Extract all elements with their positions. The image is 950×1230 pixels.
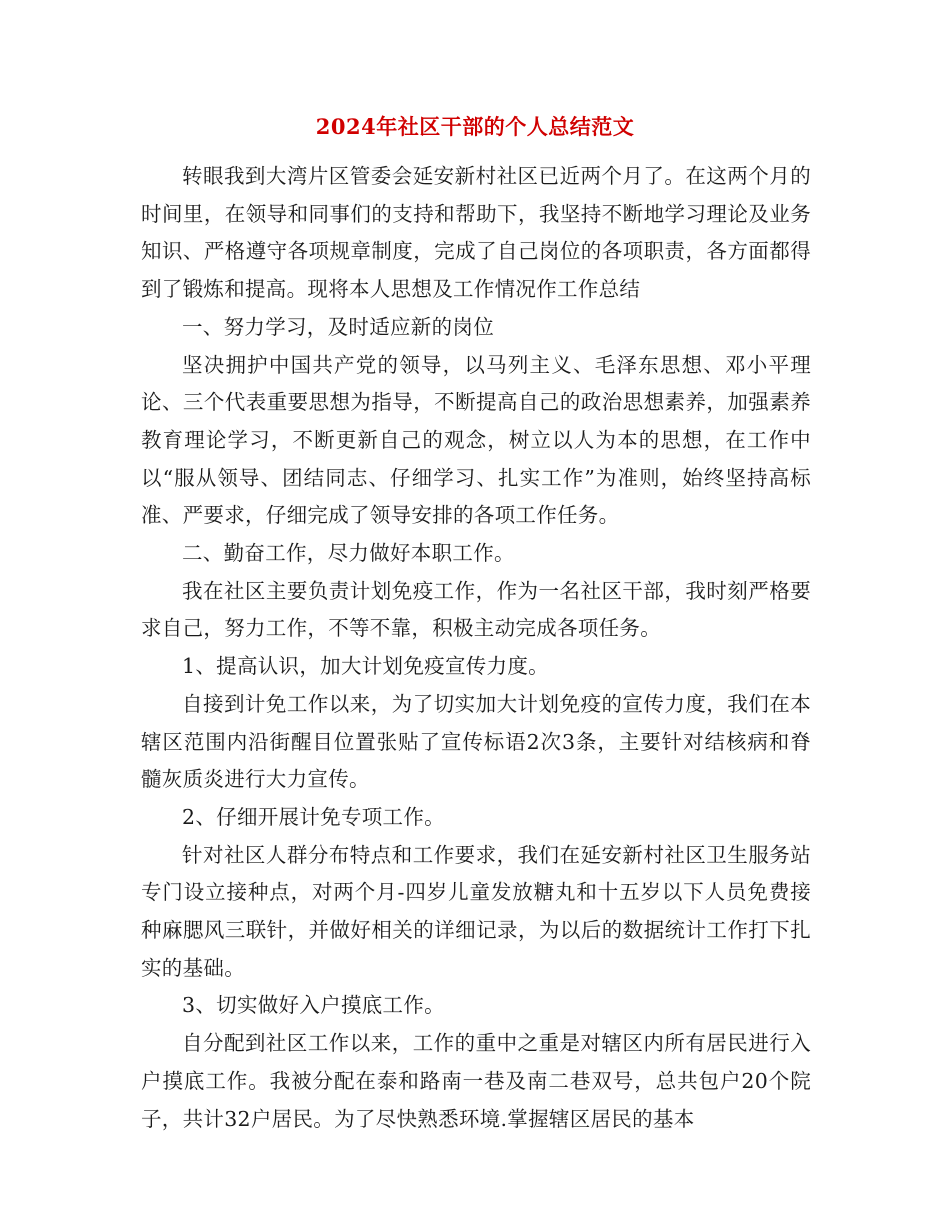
- subheading-1: 1、提高认识，加大计划免疫宣传力度。: [182, 654, 549, 679]
- paragraph-duty: 我在社区主要负责计划免疫工作，作为一名社区干部，我时刻严格要求自己，努力工作，不等不靠，积极主动完成各项任务。: [141, 578, 811, 641]
- paragraph-publicity: 自接到计免工作以来，为了切实加大计划免疫的宣传力度，我们在本辖区范围内沿街醒目位置张贴了宣传标语2次3条，主要针对结核病和脊髓灰质炎进行大力宣传。: [141, 691, 811, 792]
- document-title: 2024年社区干部的个人总结范文: [315, 114, 635, 139]
- section-heading-2: 二、勤奋工作，尽力做好本职工作。: [182, 541, 515, 566]
- paragraph-household-survey: 自分配到社区工作以来，工作的重中之重是对辖区内所有居民进行入户摸底工作。我被分配在泰和路南一巷及南二巷双号，总共包户20个院子，共计32户居民。为了尽快熟悉环境.掌握辖区居民的基本: [141, 1031, 811, 1131]
- paragraph-study: 坚决拥护中国共产党的领导，以马列主义、毛泽东思想、邓小平理论、三个代表重要思想为指导，不断提高自己的政治思想素养，加强素养教育理论学习，不断更新自己的观念，树立以人为本的思想，在工作中以“服从领导、团结同志、仔细学习、扎实工作”为准则，始终坚持高标准、严要求，仔细完成了领导安排的各项工作任务。: [141, 352, 811, 528]
- subheading-2: 2、仔细开展计免专项工作。: [182, 804, 445, 829]
- paragraph-vaccination: 针对社区人群分布特点和工作要求，我们在延安新村社区卫生服务站专门设立接种点，对两个月-四岁儿童发放糖丸和十五岁以下人员免费接种麻腮风三联针，并做好相关的详细记录，为以后的数据统计工作打下扎实的基础。: [141, 842, 811, 980]
- subheading-3: 3、切实做好入户摸底工作。: [182, 993, 445, 1018]
- document-body: [141, 158, 811, 1138]
- paragraph-intro: 转眼我到大湾片区管委会延安新村社区已近两个月了。在这两个月的时间里，在领导和同事们的支持和帮助下，我坚持不断地学习理论及业务知识、严格遵守各项规章制度，完成了自己岗位的各项职责，各方面都得到了锻炼和提高。现将本人思想及工作情况作工作总结: [141, 164, 811, 302]
- section-heading-1: 一、努力学习，及时适应新的岗位: [182, 314, 494, 339]
